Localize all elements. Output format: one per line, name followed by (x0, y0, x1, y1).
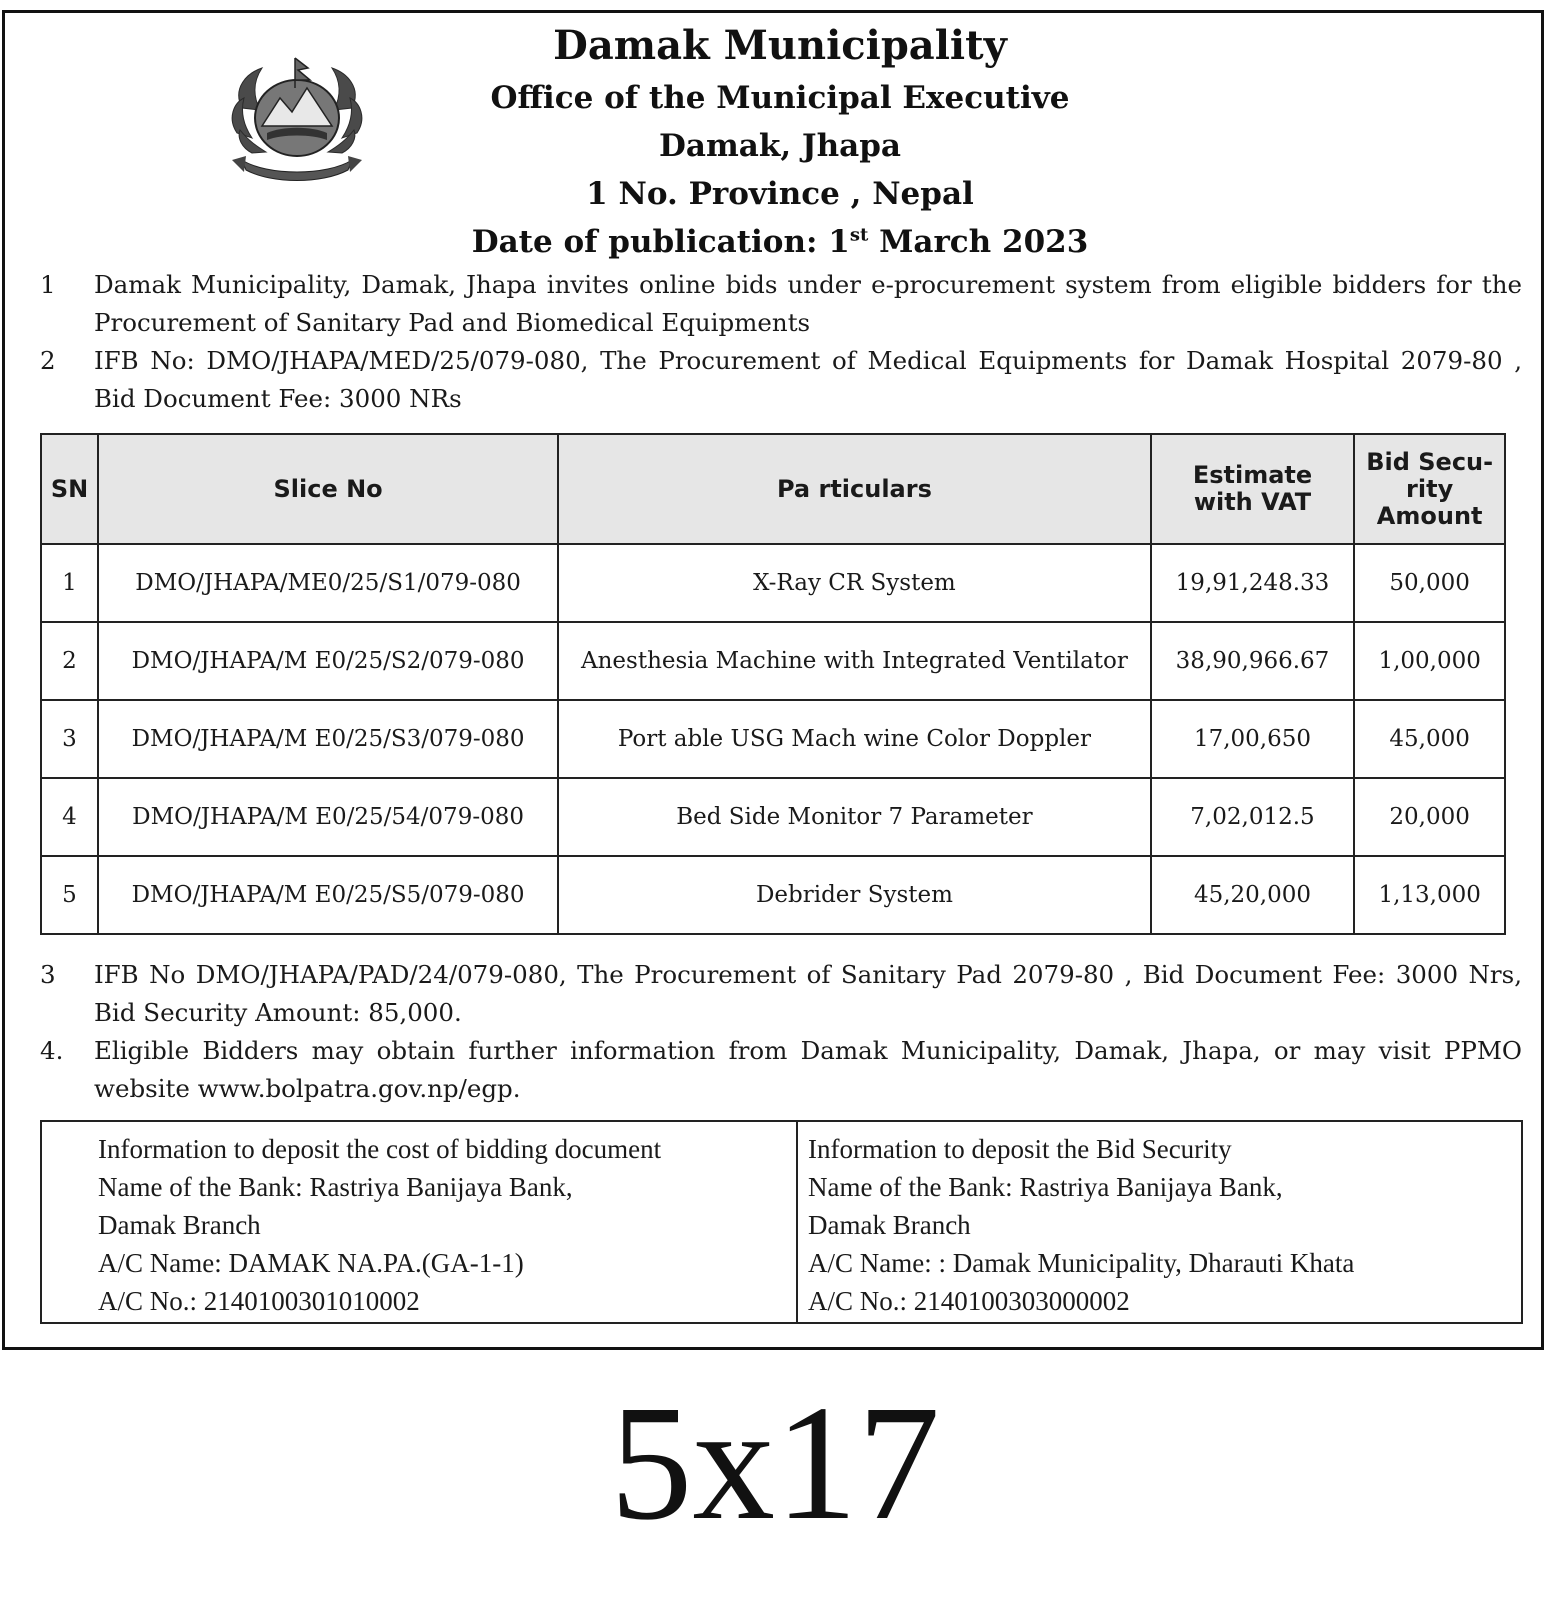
location-line: Damak, Jhapa (659, 128, 901, 164)
province-line: 1 No. Province , Nepal (586, 176, 974, 212)
office-name: Office of the Municipal Executive (490, 80, 1070, 116)
publication-date-ordinal: st (849, 224, 869, 246)
paragraph-text: IFB No: DMO/JHAPA/MED/25/079-080, The Procurement of Medical Equipments for Damak Hospital 2079-80 , Bid Document Fee: 3000 NRs (94, 346, 1522, 413)
cell-particulars: Bed Side Monitor 7 Parameter (558, 778, 1151, 856)
paragraph-number: 1 (40, 270, 56, 299)
table-row (41, 856, 1505, 934)
paragraph-number: 2 (40, 346, 56, 375)
cell-bid-security: 20,000 (1354, 778, 1505, 856)
cell-estimate: 45,20,000 (1151, 856, 1355, 934)
header-security-line-1: Bid Secu- (1366, 447, 1494, 476)
bank-info-box (40, 1120, 1523, 1324)
header-sn: SN (41, 434, 98, 544)
cell-particulars: Port able USG Mach wine Color Doppler (558, 700, 1151, 778)
header-bid-security (1354, 434, 1505, 544)
cell-slice-no: DMO/JHAPA/M E0/25/54/079-080 (98, 778, 558, 856)
table-row (41, 778, 1505, 856)
bank-info-line: Information to deposit the cost of bidding document (98, 1134, 662, 1164)
paragraph-number: 4. (40, 1036, 64, 1065)
header-estimate (1151, 434, 1355, 544)
municipality-title: Damak Municipality (553, 22, 1007, 69)
notice-paragraph-4 (40, 1032, 1522, 1108)
cell-slice-no: DMO/JHAPA/ME0/25/S1/079-080 (98, 544, 558, 622)
cell-sn: 3 (41, 700, 98, 778)
cell-sn: 2 (41, 622, 98, 700)
cell-bid-security: 1,13,000 (1354, 856, 1505, 934)
header-security-line-2: rity (1406, 474, 1454, 503)
header-particulars: Pa rticulars (558, 434, 1151, 544)
bank-info-line: A/C No.: 2140100303000002 (808, 1286, 1130, 1316)
bank-info-line: A/C Name: DAMAK NA.PA.(GA-1-1) (98, 1248, 524, 1278)
notice-paragraph-3 (40, 956, 1522, 1032)
paragraph-number: 3 (40, 960, 56, 989)
cell-estimate: 38,90,966.67 (1151, 622, 1355, 700)
header-security-line-3: Amount (1376, 501, 1483, 530)
cell-bid-security: 45,000 (1354, 700, 1505, 778)
cell-bid-security: 50,000 (1354, 544, 1505, 622)
table-header-row (41, 434, 1505, 544)
cell-estimate: 17,00,650 (1151, 700, 1355, 778)
cell-estimate: 19,91,248.33 (1151, 544, 1355, 622)
equipment-table (40, 433, 1506, 935)
cell-slice-no: DMO/JHAPA/M E0/25/S3/079-080 (98, 700, 558, 778)
ad-size-label: 5x17 (610, 1371, 940, 1554)
publication-date-prefix: Date of publication: 1 (471, 224, 850, 260)
bank-info-line: A/C Name: : Damak Municipality, Dharauti Khata (808, 1248, 1355, 1278)
cell-estimate: 7,02,012.5 (1151, 778, 1355, 856)
cell-sn: 4 (41, 778, 98, 856)
paragraph-text: IFB No DMO/JHAPA/PAD/24/079-080, The Procurement of Sanitary Pad 2079-80 , Bid Document Fee: 3000 Nrs, Bid Security Amount: 85,000. (94, 960, 1522, 1027)
header-estimate-line-1: Estimate (1192, 461, 1313, 489)
cell-sn: 5 (41, 856, 98, 934)
paragraph-text: Eligible Bidders may obtain further information from Damak Municipality, Damak, Jhapa, or may visit PPMO website www.bolpatra.gov.np/egp. (94, 1036, 1522, 1103)
cell-sn: 1 (41, 544, 98, 622)
cell-bid-security: 1,00,000 (1354, 622, 1505, 700)
bank-info-line: Name of the Bank: Rastriya Banijaya Bank, (98, 1172, 573, 1202)
cell-slice-no: DMO/JHAPA/M E0/25/S2/079-080 (98, 622, 558, 700)
bank-info-line: Damak Branch (98, 1210, 261, 1240)
notice-paragraph-1 (40, 266, 1522, 342)
cell-particulars: Anesthesia Machine with Integrated Ventilator (558, 622, 1151, 700)
bid-security-deposit-info (798, 1122, 1521, 1322)
publication-date (300, 224, 1260, 260)
cell-particulars: X-Ray CR System (558, 544, 1151, 622)
notice-paragraph-2 (40, 342, 1522, 418)
bank-info-line: A/C No.: 2140100301010002 (98, 1286, 420, 1316)
publication-date-suffix: March 2023 (868, 224, 1089, 260)
bidding-document-deposit-info (42, 1122, 798, 1322)
bank-info-line: Name of the Bank: Rastriya Banijaya Bank, (808, 1172, 1283, 1202)
table-row (41, 544, 1505, 622)
cell-particulars: Debrider System (558, 856, 1151, 934)
table-row (41, 700, 1505, 778)
header-estimate-line-2: with VAT (1193, 488, 1312, 516)
bank-info-line: Damak Branch (808, 1210, 971, 1240)
header-slice-no: Slice No (98, 434, 558, 544)
cell-slice-no: DMO/JHAPA/M E0/25/S5/079-080 (98, 856, 558, 934)
table-row (41, 622, 1505, 700)
paragraph-text: Damak Municipality, Damak, Jhapa invites online bids under e-procurement system from eligible bidders for the Procurement of Sanitary Pad and Biomedical Equipments (94, 270, 1522, 337)
bank-info-line: Information to deposit the Bid Security (808, 1134, 1232, 1164)
